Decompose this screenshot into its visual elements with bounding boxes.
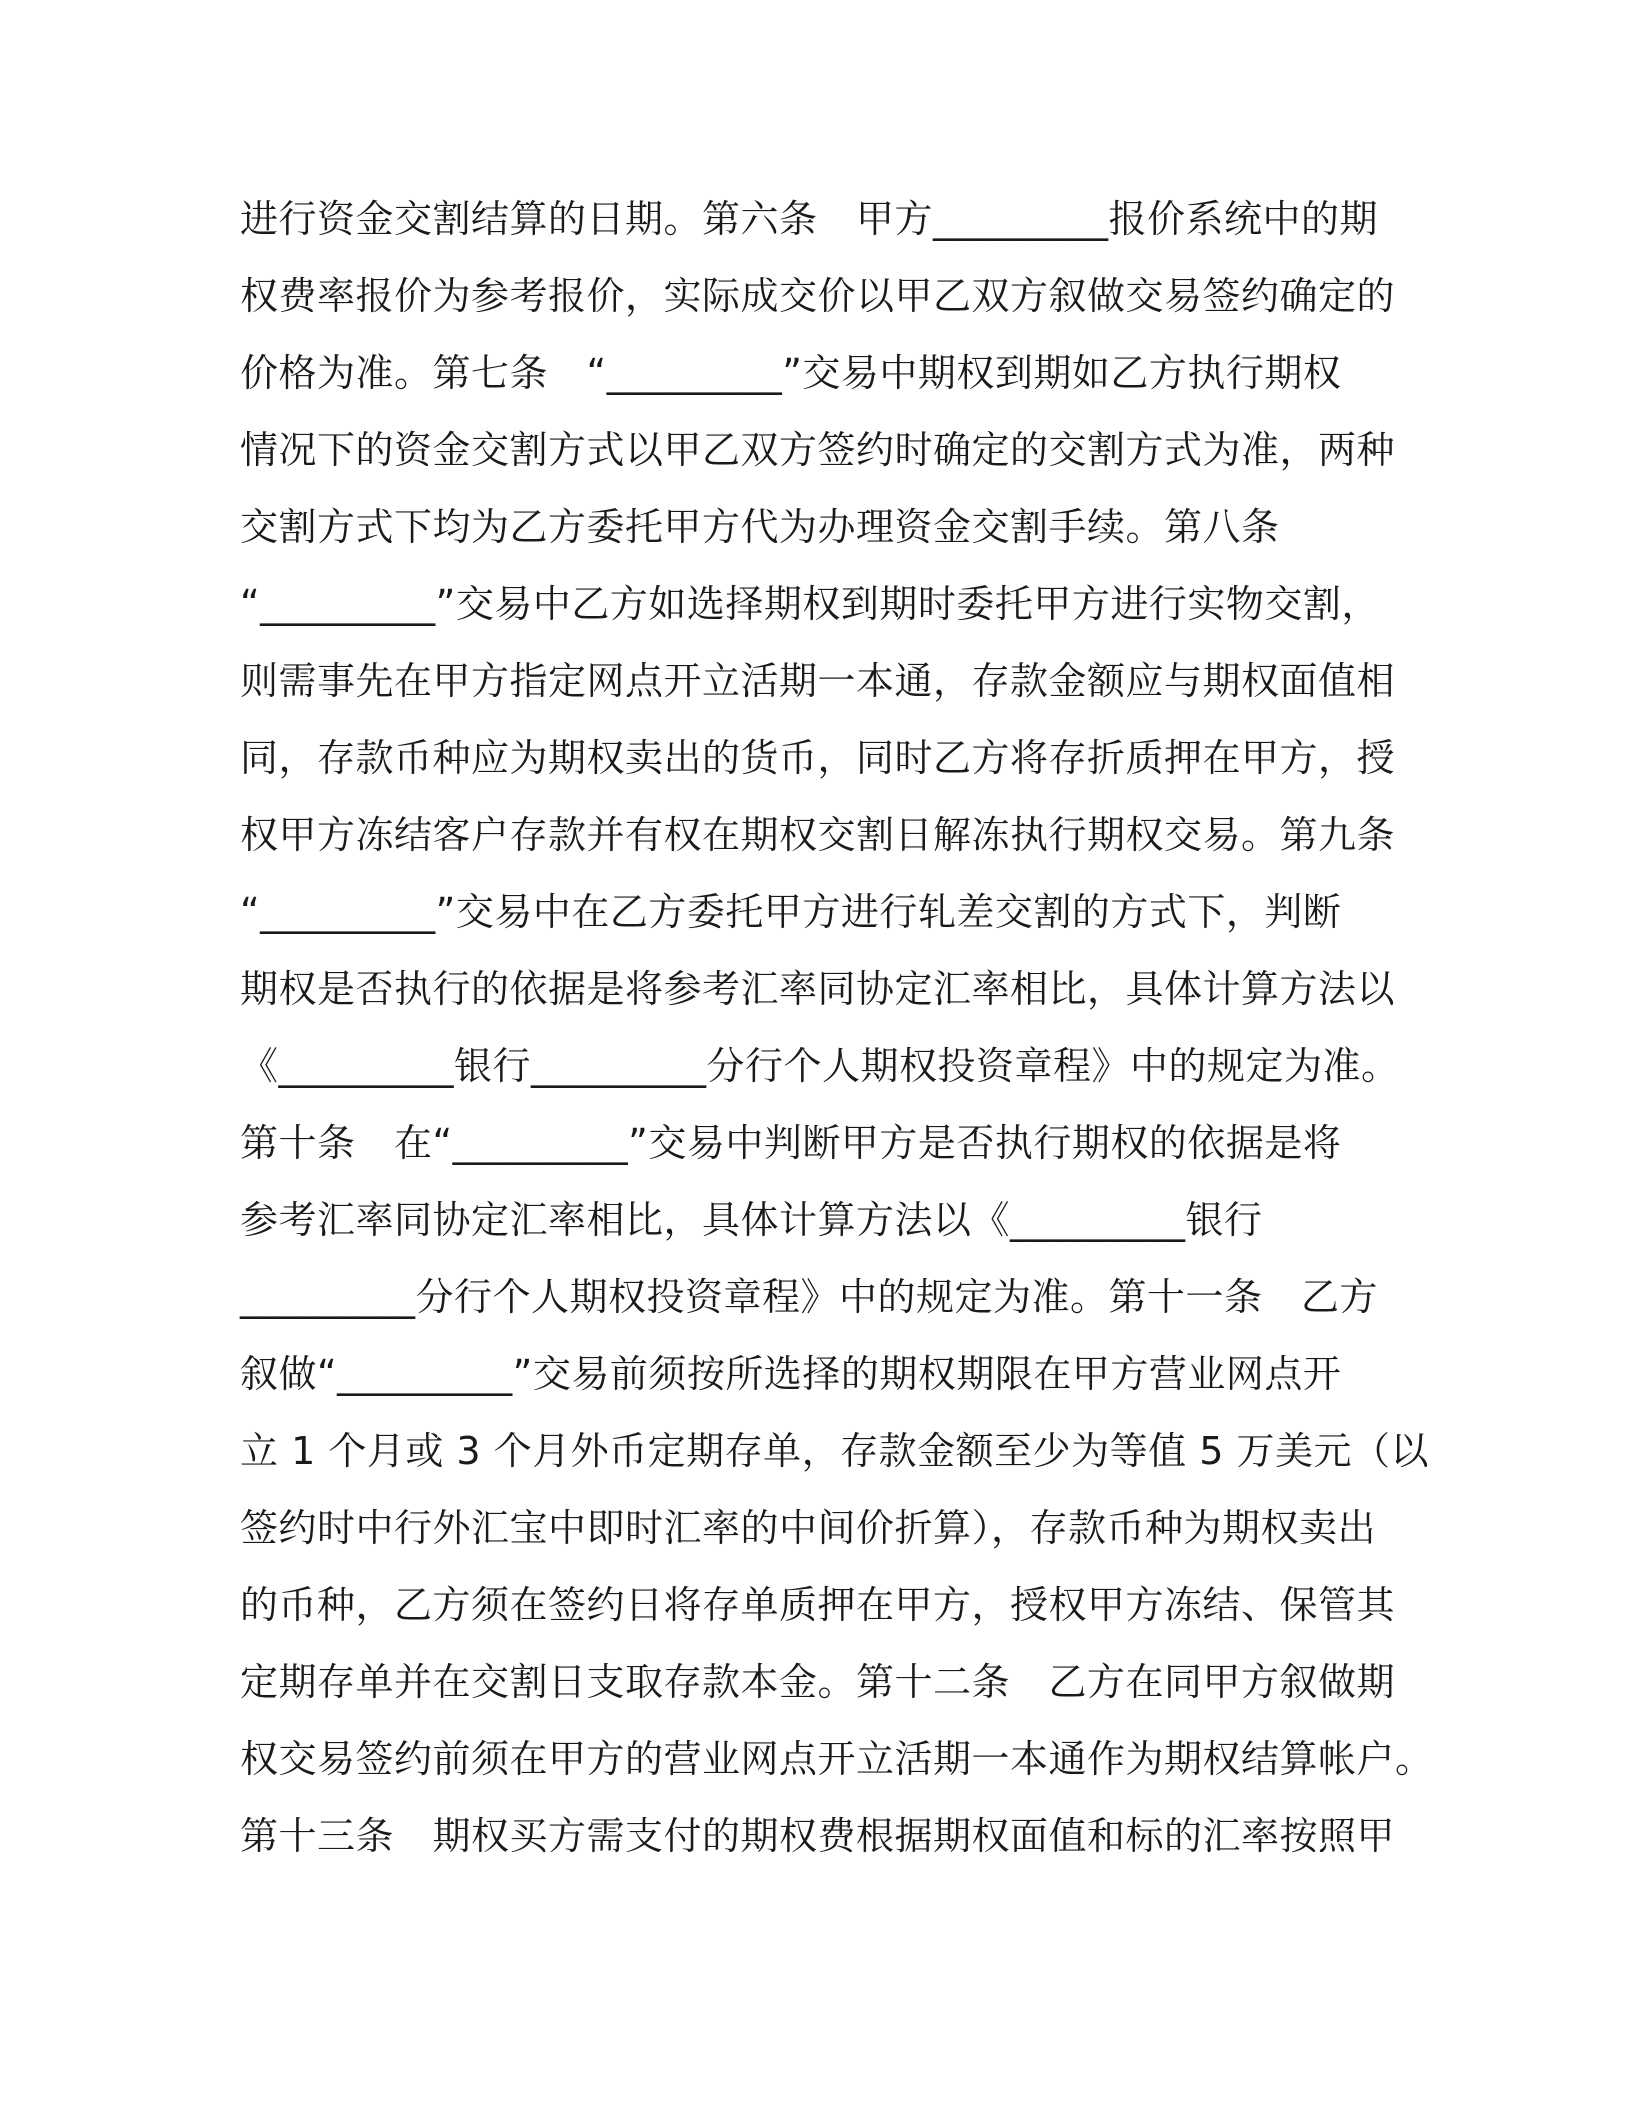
text-line: 权甲方冻结客户存款并有权在期权交割日解冻执行期权交易。第九条 — [240, 813, 1396, 857]
text-line: 价格为准。第七条 “_________”交易中期权到期如乙方执行期权 — [240, 351, 1342, 395]
text-line: “_________”交易中乙方如选择期权到期时委托甲方进行实物交割， — [240, 582, 1380, 626]
text-line: 签约时中行外汇宝中即时汇率的中间价折算），存款币种为期权卖出 — [240, 1506, 1377, 1550]
text-line: 叙做“_________”交易前须按所选择的期权期限在甲方营业网点开 — [240, 1352, 1342, 1396]
text-line: 进行资金交割结算的日期。第六条 甲方_________报价系统中的期 — [240, 197, 1379, 241]
text-line: 期权是否执行的依据是将参考汇率同协定汇率相比，具体计算方法以 — [240, 967, 1396, 1011]
text-line: 情况下的资金交割方式以甲乙双方签约时确定的交割方式为准，两种 — [240, 428, 1396, 472]
text-line: 同，存款币种应为期权卖出的货币，同时乙方将存折质押在甲方，授 — [240, 736, 1396, 780]
text-line: 定期存单并在交割日支取存款本金。第十二条 乙方在同甲方叙做期 — [240, 1660, 1396, 1704]
text-line: 立 1 个月或 3 个月外币定期存单，存款金额至少为等值 5 万美元（以 — [240, 1429, 1430, 1473]
document-body-text — [240, 188, 1440, 1882]
text-line: “_________”交易中在乙方委托甲方进行轧差交割的方式下，判断 — [240, 890, 1342, 934]
text-line: 参考汇率同协定汇率相比，具体计算方法以《_________银行 — [240, 1198, 1263, 1242]
text-line: 第十三条 期权买方需支付的期权费根据期权面值和标的汇率按照甲 — [240, 1814, 1396, 1858]
text-line: 《_________银行_________分行个人期权投资章程》中的规定为准。 — [240, 1044, 1400, 1088]
text-line: 权费率报价为参考报价，实际成交价以甲乙双方叙做交易签约确定的 — [240, 274, 1396, 318]
text-line: 则需事先在甲方指定网点开立活期一本通，存款金额应与期权面值相 — [240, 659, 1396, 703]
text-line: 的币种，乙方须在签约日将存单质押在甲方，授权甲方冻结、保管其 — [240, 1583, 1396, 1627]
text-line: 权交易签约前须在甲方的营业网点开立活期一本通作为期权结算帐户。 — [240, 1737, 1434, 1781]
text-line: 交割方式下均为乙方委托甲方代为办理资金交割手续。第八条 — [240, 505, 1280, 549]
text-line: _________分行个人期权投资章程》中的规定为准。第十一条 乙方 — [240, 1275, 1379, 1319]
text-line: 第十条 在“_________”交易中判断甲方是否执行期权的依据是将 — [240, 1121, 1342, 1165]
